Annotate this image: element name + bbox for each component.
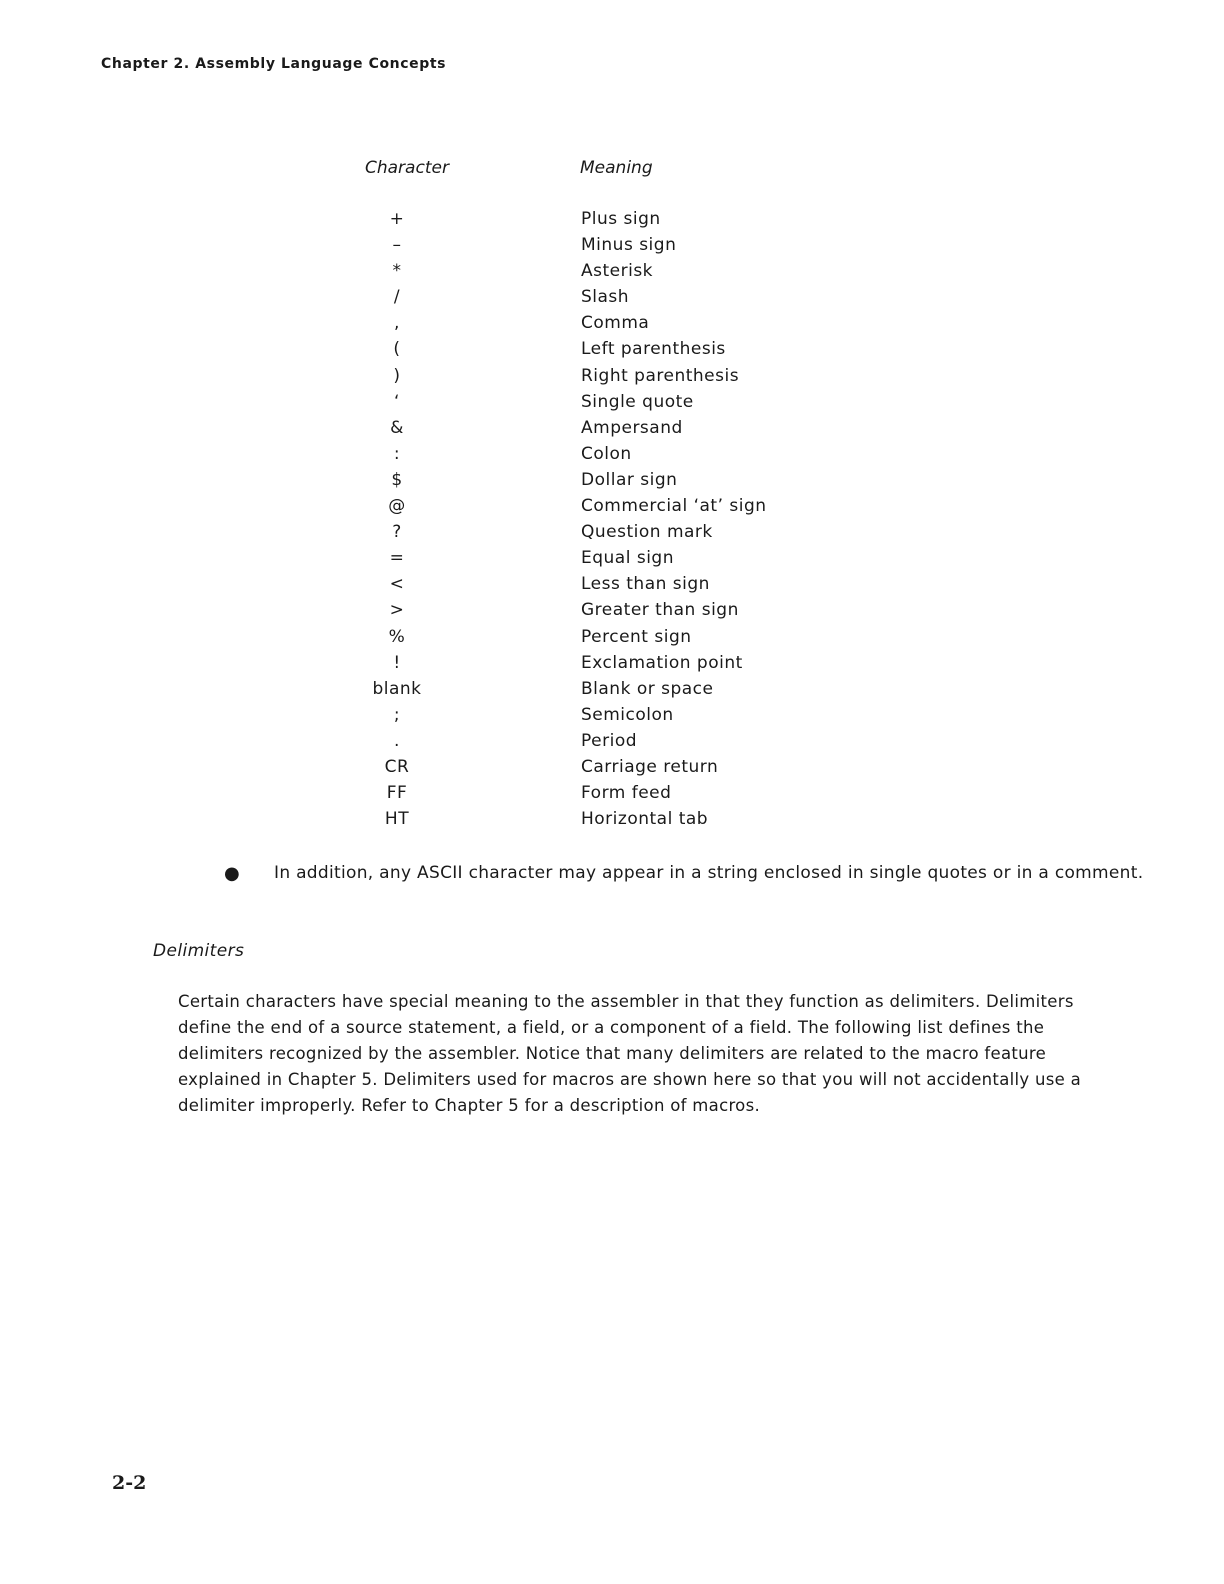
page-number: 2-2 xyxy=(112,1472,147,1494)
character-cell: blank xyxy=(372,678,422,699)
table-row xyxy=(0,548,1224,574)
meaning-cell: Carriage return xyxy=(581,756,719,777)
meaning-cell: Semicolon xyxy=(581,704,674,725)
character-cell: ‘ xyxy=(394,391,400,412)
meaning-cell: Horizontal tab xyxy=(581,809,709,830)
character-cell: > xyxy=(389,600,405,621)
meaning-cell: Right parenthesis xyxy=(581,365,740,386)
table-row xyxy=(0,809,1224,835)
meaning-cell: Exclamation point xyxy=(581,652,743,673)
table-row xyxy=(0,444,1224,470)
meaning-cell: Slash xyxy=(581,287,630,308)
bullet-text: In addition, any ASCII character may appear in a string enclosed in single quotes or in a comment. xyxy=(274,863,1144,883)
table-row xyxy=(0,783,1224,809)
meaning-cell: Minus sign xyxy=(581,235,677,256)
character-cell: = xyxy=(389,548,405,569)
character-cell: ( xyxy=(393,339,401,360)
character-cell: / xyxy=(393,287,401,308)
table-row xyxy=(0,313,1224,339)
meaning-cell: Form feed xyxy=(581,783,672,804)
character-cell: ; xyxy=(393,704,401,725)
meaning-cell: Left parenthesis xyxy=(581,339,726,360)
table-row xyxy=(0,705,1224,731)
table-row xyxy=(0,574,1224,600)
character-cell: & xyxy=(390,417,404,438)
character-cell: + xyxy=(389,209,405,229)
character-cell: : xyxy=(393,443,401,464)
table-row xyxy=(0,731,1224,757)
character-cell: < xyxy=(389,574,405,595)
table-row xyxy=(0,627,1224,653)
character-cell: $ xyxy=(391,469,403,490)
meaning-cell: Period xyxy=(581,730,638,751)
table-row xyxy=(0,418,1224,444)
table-row xyxy=(0,470,1224,496)
meaning-cell: Equal sign xyxy=(581,548,674,569)
column-header-meaning: Meaning xyxy=(580,158,653,178)
character-cell: ! xyxy=(393,652,401,673)
table-row xyxy=(0,679,1224,705)
character-table xyxy=(0,209,1224,835)
meaning-cell: Less than sign xyxy=(581,574,710,595)
character-cell: * xyxy=(392,261,402,282)
table-row xyxy=(0,209,1224,235)
table-row xyxy=(0,496,1224,522)
meaning-cell: Blank or space xyxy=(581,678,714,699)
table-row xyxy=(0,235,1224,261)
table-row xyxy=(0,600,1224,626)
character-cell: % xyxy=(388,626,406,647)
character-cell: ? xyxy=(392,522,402,543)
running-head: Chapter 2. Assembly Language Concepts xyxy=(101,56,447,72)
table-row xyxy=(0,392,1224,418)
meaning-cell: Colon xyxy=(581,443,632,464)
character-cell: CR xyxy=(384,756,410,777)
character-cell: – xyxy=(392,235,402,256)
character-cell: , xyxy=(394,313,400,334)
table-row xyxy=(0,522,1224,548)
column-header-character: Character xyxy=(365,158,449,178)
table-row xyxy=(0,757,1224,783)
meaning-cell: Comma xyxy=(581,313,650,334)
table-row xyxy=(0,653,1224,679)
character-cell: . xyxy=(394,730,400,751)
meaning-cell: Question mark xyxy=(581,522,713,543)
table-row xyxy=(0,287,1224,313)
character-cell: FF xyxy=(386,783,408,804)
character-cell: HT xyxy=(384,809,410,830)
meaning-cell: Commercial ‘at’ sign xyxy=(581,496,767,517)
meaning-cell: Ampersand xyxy=(581,417,683,438)
meaning-cell: Greater than sign xyxy=(581,600,739,621)
character-cell: @ xyxy=(388,496,406,517)
meaning-cell: Dollar sign xyxy=(581,469,678,490)
bullet-icon: ● xyxy=(224,863,241,884)
table-row xyxy=(0,339,1224,365)
meaning-cell: Percent sign xyxy=(581,626,692,647)
character-cell: ) xyxy=(393,365,401,386)
table-row xyxy=(0,261,1224,287)
meaning-cell: Plus sign xyxy=(581,209,661,229)
meaning-cell: Single quote xyxy=(581,391,694,412)
section-title: Delimiters xyxy=(153,941,245,961)
table-row xyxy=(0,366,1224,392)
section-paragraph: Certain characters have special meaning to the assembler in that they function as delimiters. Delimiters define the end of a source statement, a field, or a component of a field. The following list defines the delimiters recognized by the assembler. Notice that many delimiters are related to the macro feature explained in Chapter 5. Delimiters used for macros are shown here so that you will not accidentally use a delimiter improperly. Refer to Chapter 5 for a description of macros. xyxy=(178,992,1082,1115)
meaning-cell: Asterisk xyxy=(581,261,654,282)
